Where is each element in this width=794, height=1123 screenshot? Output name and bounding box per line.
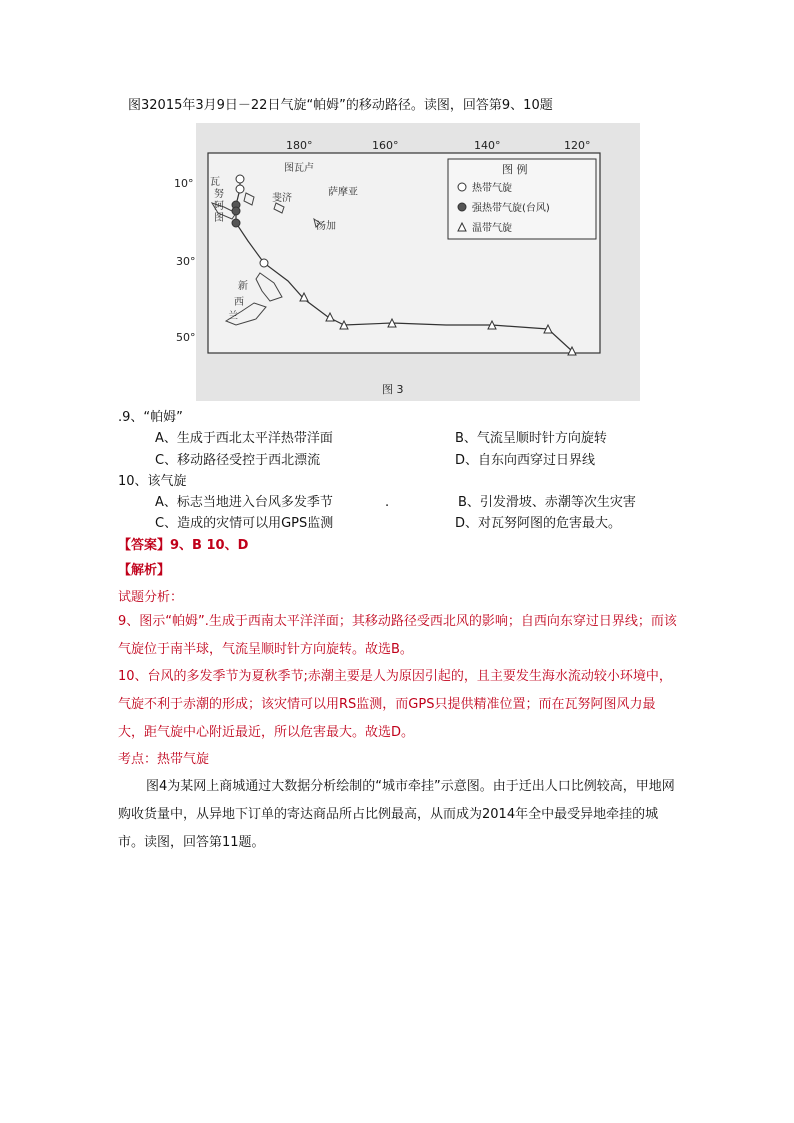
legend-item-severe: 强热带气旋(台风) xyxy=(472,203,550,214)
intro-text: 图32015年3月9日－22日气旋“帕姆”的移动路径。读图，回答第9、10题 xyxy=(128,98,553,113)
place-xin: 新 xyxy=(238,281,248,292)
legend-item-temperate: 温带气旋 xyxy=(472,223,512,234)
explanation-q10: 10、台风的多发季节为夏秋季节;赤潮主要是人为原因引起的，且主要发生海水流动较小环境中，气旋不利于赤潮的形成；该灾情可以用RS监测，而GPS只提供精准位置；而在瓦努阿图风力最大，距气旋中心附近最近，所以危害最大。故选D。 xyxy=(118,669,672,740)
q9-option-d: D、自东向西穿过日界线 xyxy=(455,453,596,468)
lat-label-50: 50° xyxy=(176,331,196,344)
q10-option-a: A、标志当地进入台风多发季节 xyxy=(155,495,333,510)
place-samoa: 萨摩亚 xyxy=(328,187,358,198)
q9-option-b: B、气流呈顺时针方向旋转 xyxy=(455,431,607,446)
place-nu: 努 xyxy=(214,189,224,200)
place-tuvalu-partial: 图瓦卢 xyxy=(284,163,314,174)
place-wa: 瓦 xyxy=(210,177,220,188)
q10-option-d: D、对瓦努阿图的危害最大。 xyxy=(455,516,622,531)
answer-line: 【答案】9、B 10、D xyxy=(118,538,249,553)
place-a: 阿 xyxy=(214,201,224,212)
q9-option-a: A、生成于西北太平洋热带洋面 xyxy=(155,431,333,446)
analysis-subheading: 试题分析： xyxy=(118,590,184,605)
lon-label-140: 140° xyxy=(474,139,501,152)
q10-dot: . xyxy=(385,495,390,510)
severe-cyclone-marker xyxy=(232,219,240,227)
lon-label-160: 160° xyxy=(372,139,399,152)
place-tonga: 汤加 xyxy=(316,221,336,232)
lon-label-120: 120° xyxy=(564,139,591,152)
place-tu: 图 xyxy=(214,213,224,224)
q9-option-c: C、移动路径受控于西北漂流 xyxy=(155,453,321,468)
tropical-cyclone-marker xyxy=(236,185,244,193)
tropical-cyclone-marker xyxy=(260,259,268,267)
cyclone-track-map xyxy=(174,123,640,401)
kaodian-line: 考点：热带气旋 xyxy=(118,752,210,767)
lon-label-180: 180° xyxy=(286,139,313,152)
tropical-cyclone-marker xyxy=(236,175,244,183)
analysis-heading: 【解析】 xyxy=(118,563,171,578)
lat-label-10: 10° xyxy=(174,177,194,190)
severe-cyclone-marker xyxy=(232,207,240,215)
lat-label-30: 30° xyxy=(176,255,196,268)
q10-option-b: B、引发滑坡、赤潮等次生灾害 xyxy=(458,495,636,510)
explanation-q9: 9、图示“帕姆”.生成于西南太平洋洋面；其移动路径受西北风的影响；自西向东穿过日界线；而该气旋位于南半球，气流呈顺时针方向旋转。故选B。 xyxy=(118,614,677,657)
figure-caption: 图 3 xyxy=(382,383,404,396)
legend-item-tropical: 热带气旋 xyxy=(472,183,512,194)
place-fiji: 斐济 xyxy=(272,193,292,204)
next-question-intro: 图4为某网上商城通过大数据分析绘制的“城市牵挂”示意图。由于迁出人口比例较高，甲地网购收货量中，从异地下订单的寄达商品所占比例最高，从而成为2014年全中最受异地牵挂的城市。读图，回答第11题。 xyxy=(118,779,675,850)
q10-stem: 10、该气旋 xyxy=(118,474,187,489)
q10-option-c: C、造成的灾情可以用GPS监测 xyxy=(155,516,334,531)
q9-stem: .9、“帕姆” xyxy=(118,410,183,425)
map-legend xyxy=(448,159,596,239)
place-xi: 西 xyxy=(234,297,244,308)
place-lan: 兰 xyxy=(228,311,238,322)
legend-title: 图 例 xyxy=(502,163,528,176)
